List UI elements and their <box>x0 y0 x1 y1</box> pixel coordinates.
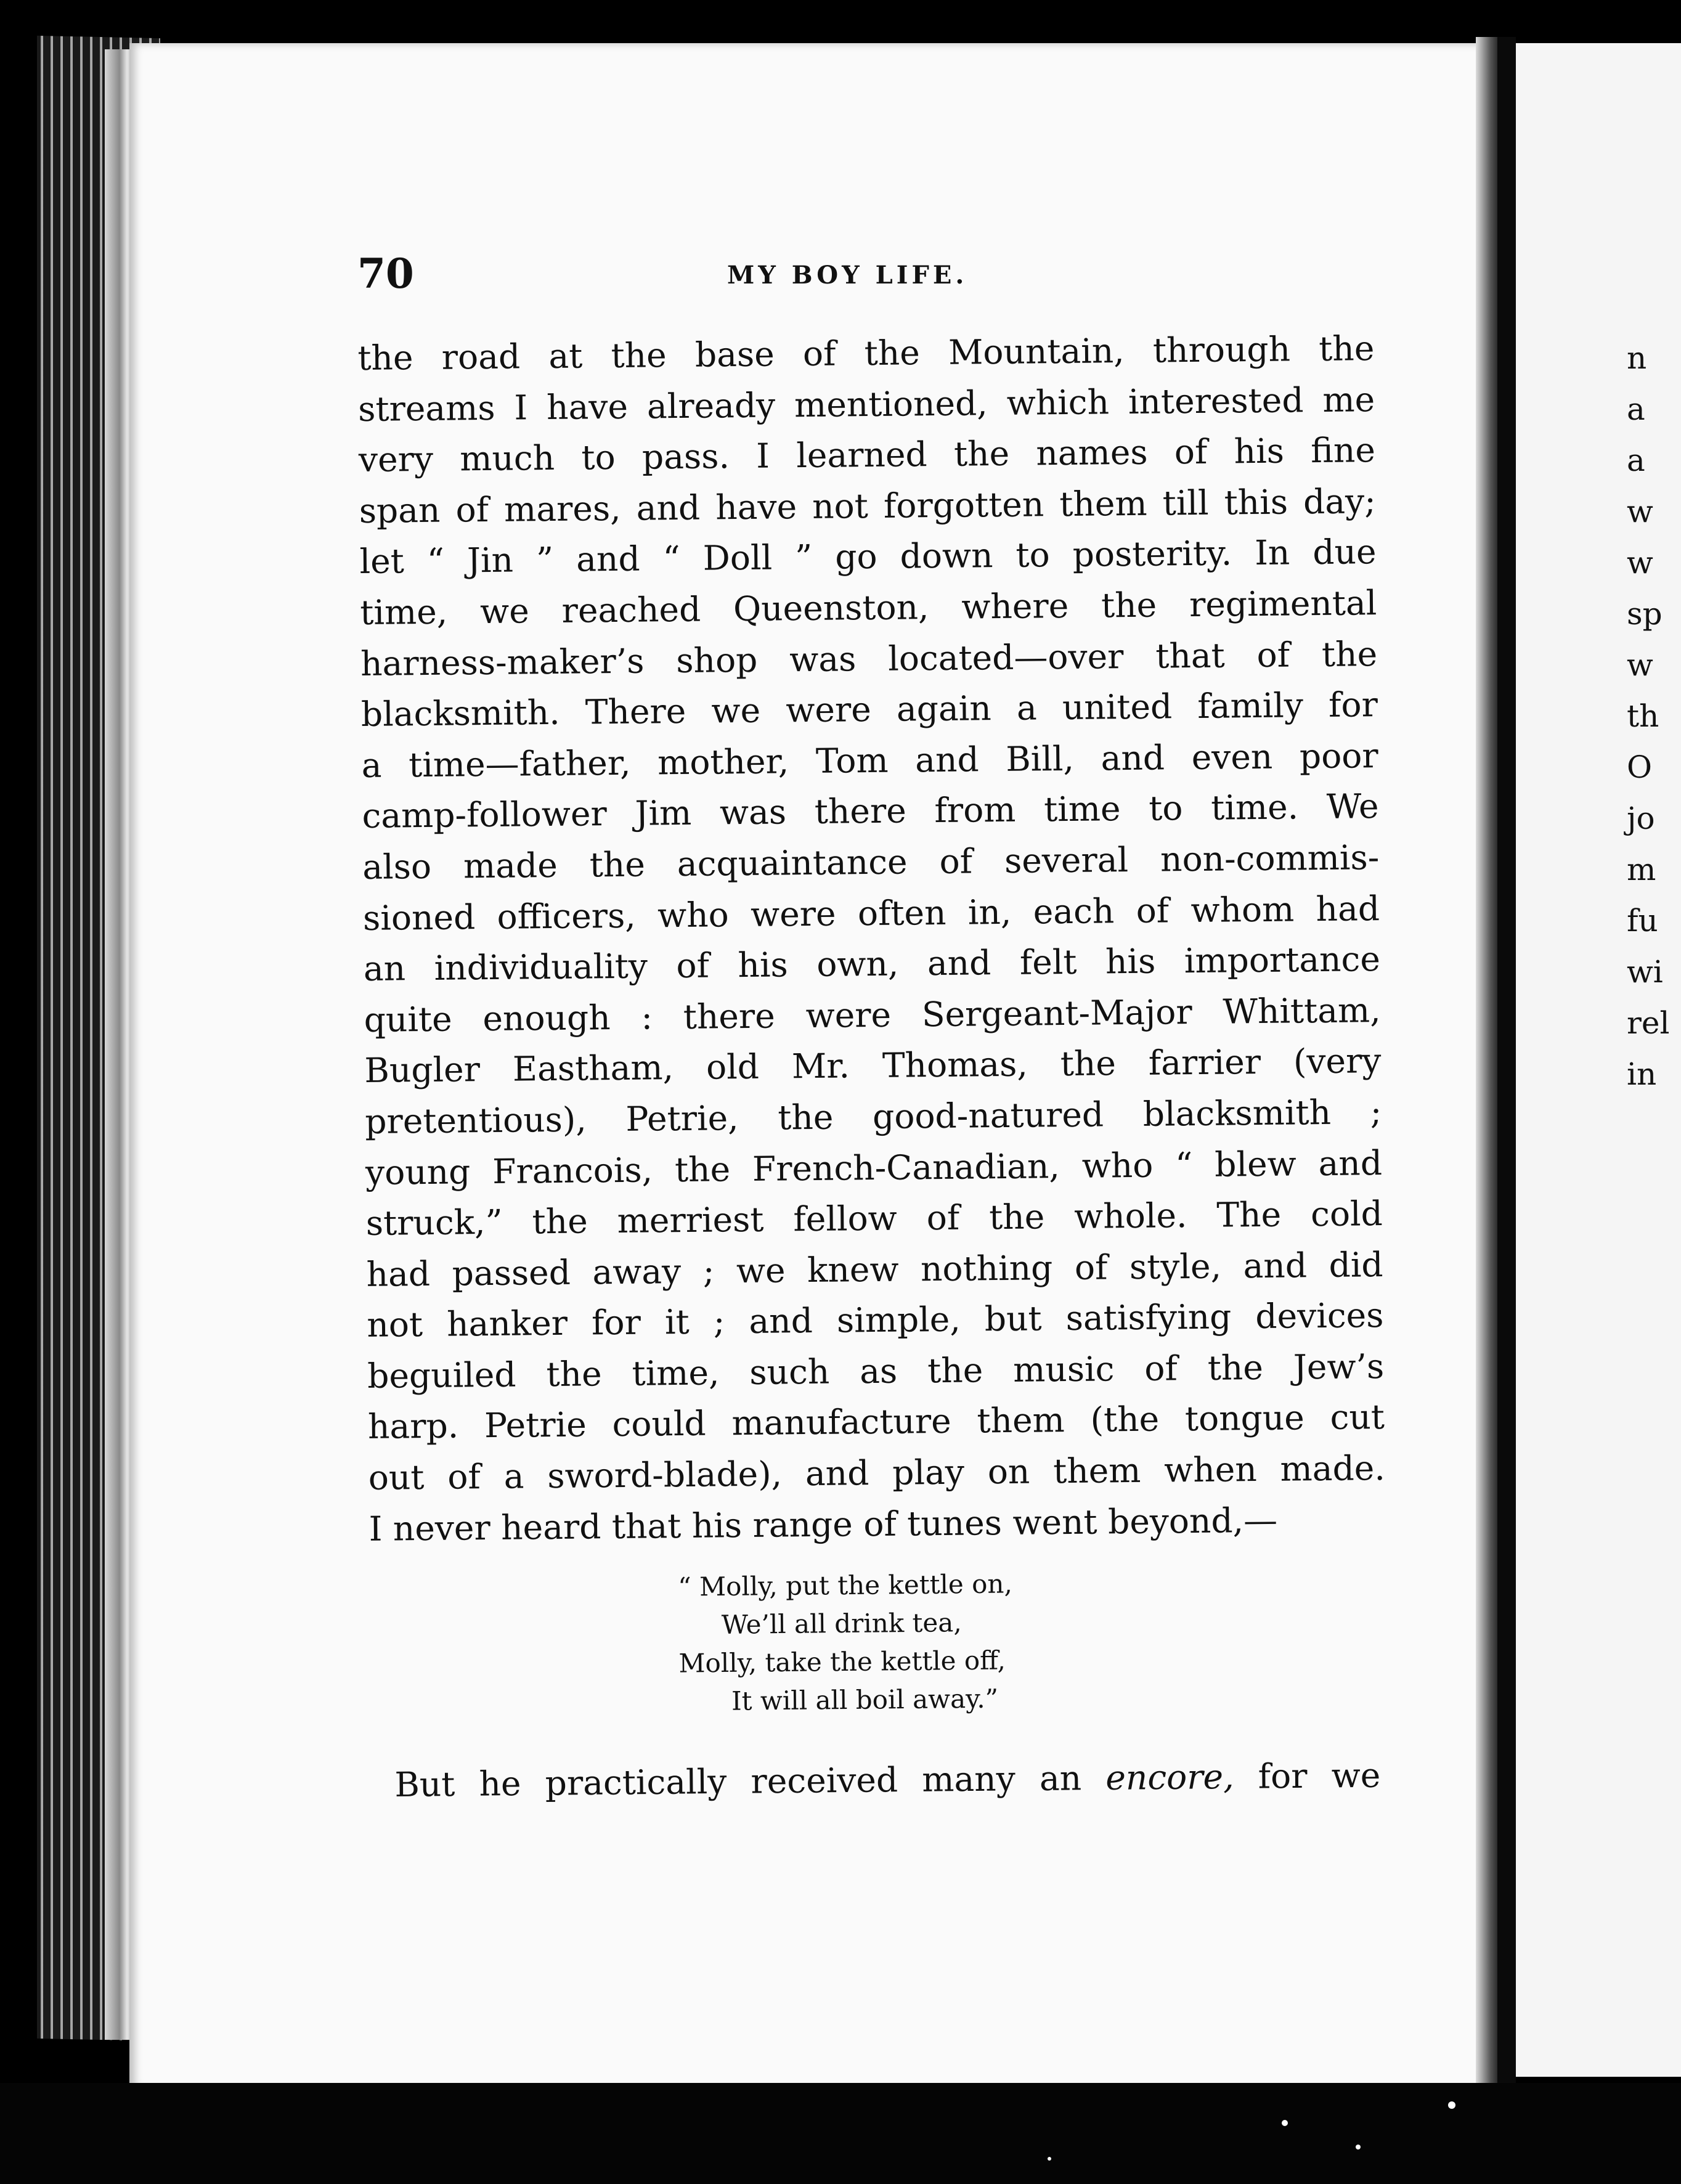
scan-speck <box>1448 2101 1455 2109</box>
facing-fragment: sp <box>1627 596 1663 632</box>
verse-line: We’ll all drink tea, <box>721 1607 962 1640</box>
book-binding <box>1497 37 1516 2089</box>
text-line: let “ Jin ” and “ Doll ” go down to posterity. In due <box>359 532 1377 582</box>
facing-fragment: in <box>1627 1056 1657 1092</box>
verse-line: “ Molly, put the kettle on, <box>678 1568 1013 1602</box>
text-line: span of mares, and have not forgotten them till this day; <box>359 481 1377 531</box>
text-line: an individuality of his own, and felt his importance <box>363 939 1381 989</box>
running-head <box>357 250 1343 298</box>
text-line: not hanker for it ; and simple, but satisfying devices <box>367 1295 1384 1345</box>
scan-speck <box>1282 2120 1288 2126</box>
facing-fragment: w <box>1627 647 1653 683</box>
facing-fragment: n <box>1627 340 1647 376</box>
facing-fragment: m <box>1627 852 1656 887</box>
text-line: quite enough : there were Sergeant-Major Whittam, <box>364 990 1381 1040</box>
text-line: very much to pass. I learned the names of his fine <box>358 430 1376 480</box>
text-line <box>394 1750 1381 1811</box>
facing-fragment: a <box>1627 391 1645 427</box>
verse-line: It will all boil away.” <box>731 1683 999 1716</box>
book-title: MY BOY LIFE. <box>727 261 968 290</box>
text-line: streams I have already mentioned, which interested me <box>357 379 1375 429</box>
body-text <box>357 323 1386 1554</box>
text-line: also made the acquaintance of several non-commis- <box>362 837 1380 887</box>
text-line: had passed away ; we knew nothing of style, and did <box>366 1244 1383 1294</box>
final-line-italic: encore, <box>1105 1756 1234 1798</box>
text-line: Bugler Eastham, old Mr. Thomas, the farrier (very <box>364 1041 1382 1091</box>
text-line: time, we reached Queenston, where the regimental <box>360 583 1377 632</box>
scan-speck <box>1048 2157 1051 2161</box>
text-line: out of a sword-blade), and play on them when made. <box>368 1448 1386 1497</box>
text-line: harp. Petrie could manufacture them (the tongue cut <box>367 1397 1385 1447</box>
facing-fragment: rel <box>1627 1005 1670 1041</box>
text-line: the road at the base of the Mountain, through the <box>357 328 1375 378</box>
final-line-end: for we <box>1234 1755 1381 1796</box>
text-line: camp-follower Jim was there from time to time. We <box>362 786 1379 836</box>
facing-fragment: a <box>1627 442 1645 478</box>
text-line: pretentious), Petrie, the good-natured blacksmith ; <box>364 1092 1382 1141</box>
page-number: 70 <box>357 250 414 298</box>
verse-line: Molly, take the kettle off, <box>678 1645 1006 1679</box>
scan-border-bottom <box>0 2083 1681 2184</box>
facing-fragment: O <box>1627 749 1652 785</box>
text-line: blacksmith. There we were again a united family for <box>360 685 1378 735</box>
text-line: struck,” the merriest fellow of the whole. The cold <box>365 1194 1383 1244</box>
text-line: a time—father, mother, Tom and Bill, and even poor <box>361 735 1378 785</box>
facing-fragment: wi <box>1627 954 1663 990</box>
text-line: beguiled the time, such as the music of the Jew’s <box>367 1346 1385 1396</box>
text-line: young Francois, the French-Canadian, who “ blew and <box>365 1143 1383 1192</box>
scan-speck <box>1356 2145 1361 2149</box>
facing-fragment: w <box>1627 545 1653 581</box>
facing-fragment: w <box>1627 494 1653 529</box>
verse-block <box>653 1563 1147 1721</box>
text-line: I never heard that his range of tunes went beyond,— <box>368 1500 1278 1549</box>
facing-fragment: fu <box>1627 903 1658 939</box>
final-line-start: But he practically received many an <box>394 1758 1106 1804</box>
text-line: harness-maker’s shop was located—over that of the <box>360 634 1378 683</box>
facing-fragment: th <box>1627 698 1659 734</box>
facing-page-text <box>1627 333 1669 1100</box>
final-paragraph <box>394 1750 1381 1811</box>
text-line: sioned officers, who were often in, each of whom had <box>362 888 1380 938</box>
facing-fragment: jo <box>1627 801 1655 836</box>
